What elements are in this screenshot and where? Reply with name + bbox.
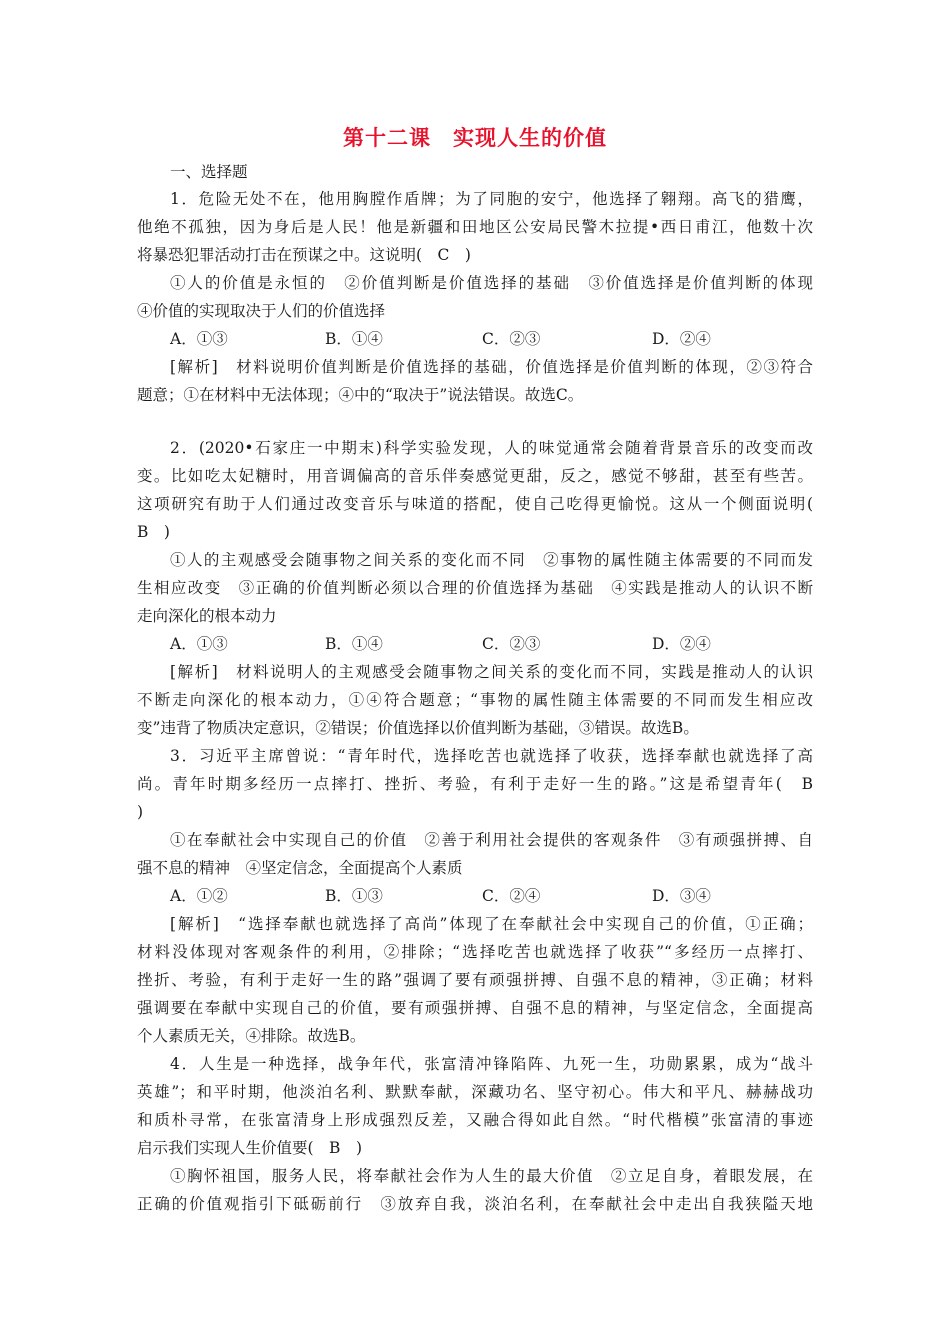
option-b: B．①③ [325, 887, 383, 905]
statement-line: ①人的价值是永恒的 ②价值判断是价值选择的基础 ③价值选择是价值判断的体现 [170, 274, 813, 292]
statement-line: 走向深化的根本动力 [137, 607, 277, 625]
statement-line: 正确的价值观指引下砥砺前行 ③放弃自我，淡泊名利，在奉献社会中走出自我狭隘天地 [137, 1195, 813, 1213]
statement-line: ①人的主观感受会随事物之间关系的变化而不同 ②事物的属性随主体需要的不同而发 [170, 551, 813, 569]
option-d: D．②④ [652, 330, 711, 348]
analysis-line: [解析] 材料说明价值判断是价值选择的基础，价值选择是价值判断的体现，②③符合 [170, 358, 813, 376]
statement-line: ①在奉献社会中实现自己的价值 ②善于利用社会提供的客观条件 ③有顽强拼搏、自 [170, 831, 813, 849]
question-stem-line: 英雄”；和平时期，他淡泊名利、默默奉献，深藏功名、坚守初心。伟大和平凡、赫赫战功 [137, 1083, 813, 1101]
question-stem-line: 1．危险无处不在，他用胸膛作盾牌；为了同胞的安宁，他选择了翱翔。高飞的猎鹰， [170, 190, 813, 208]
option-d: D．②④ [652, 635, 711, 653]
question-stem-line: 3．习近平主席曾说：“青年时代，选择吃苦也就选择了收获，选择奉献也就选择了高 [170, 747, 813, 765]
analysis-line: 题意；①在材料中无法体现；④中的“取决于”说法错误。故选C。 [137, 386, 584, 404]
question-stem-line: 将暴恐犯罪活动打击在预谋之中。这说明( C ) [137, 246, 471, 264]
question-stem-line: 变。比如吃太妃糖时，用音调偏高的音乐伴奏感觉更甜，反之，感觉不够甜，甚至有些苦。 [137, 467, 813, 485]
question-stem-line: 他绝不孤独，因为身后是人民！他是新疆和田地区公安局民警木拉提•西日甫江，他数十次 [137, 218, 813, 236]
option-c: C．②④ [482, 887, 541, 905]
analysis-line: 材料没体现对客观条件的利用，②排除；“选择吃苦也就选择了收获”“多经历一点摔打、 [137, 943, 813, 961]
option-c: C．②③ [482, 330, 541, 348]
statement-line: 生相应改变 ③正确的价值判断必须以合理的价值选择为基础 ④实践是推动人的认识不断 [137, 579, 813, 597]
analysis-line: 个人素质无关，④排除。故选B。 [137, 1027, 366, 1045]
option-a: A．①② [170, 887, 228, 905]
analysis-line: 不断走向深化的根本动力，①④符合题意；“事物的属性随主体需要的不同而发生相应改 [137, 691, 813, 709]
question-stem-line: 这项研究有助于人们通过改变音乐与味道的搭配，使自己吃得更愉悦。这从一个侧面说明( [137, 495, 813, 513]
option-b: B．①④ [325, 635, 383, 653]
question-stem-line: ) [137, 803, 144, 821]
analysis-line: 挫折、考验，有利于走好一生的路”强调了要有顽强拼搏、自强不息的精神，③正确；材料 [137, 971, 813, 989]
question-stem-line: B ) [137, 523, 170, 541]
option-c: C．②③ [482, 635, 541, 653]
statement-line: ④价值的实现取决于人们的价值选择 [137, 302, 386, 320]
analysis-line: 变”违背了物质决定意识，②错误；价值选择以价值判断为基础，③错误。故选B。 [137, 719, 699, 737]
analysis-line: [解析] 材料说明人的主观感受会随事物之间关系的变化而不同，实践是推动人的认识 [170, 663, 813, 681]
section-heading: 一、选择题 [170, 163, 248, 181]
statement-line: ①胸怀祖国，服务人民，将奉献社会作为人生的最大价值 ②立足自身，着眼发展，在 [170, 1167, 813, 1185]
page-title: 第十二课 实现人生的价值 [343, 126, 607, 150]
statement-line: 强不息的精神 ④坚定信念，全面提高个人素质 [137, 859, 463, 877]
question-stem-line: 和质朴寻常，在张富清身上形成强烈反差，又融合得如此自然。“时代楷模”张富清的事迹 [137, 1111, 813, 1129]
option-d: D．③④ [652, 887, 711, 905]
option-a: A．①③ [170, 635, 228, 653]
analysis-line: [解析] “选择奉献也就选择了高尚”体现了在奉献社会中实现自己的价值，①正确； [170, 915, 813, 933]
option-b: B．①④ [325, 330, 383, 348]
question-stem-line: 4．人生是一种选择，战争年代，张富清冲锋陷阵、九死一生，功勋累累，成为“战斗 [170, 1055, 813, 1073]
question-stem-line: 尚。青年时期多经历一点摔打、挫折、考验，有利于走好一生的路。”这是希望青年( B [137, 775, 813, 793]
question-stem-line: 2．(2020•石家庄一中期末)科学实验发现，人的味觉通常会随着背景音乐的改变而改 [170, 439, 813, 457]
question-stem-line: 启示我们实现人生价值要( B ) [137, 1139, 362, 1157]
analysis-line: 强调要在奉献中实现自己的价值，要有顽强拼搏、自强不息的精神，与坚定信念，全面提高 [137, 999, 813, 1017]
option-a: A．①③ [170, 330, 228, 348]
